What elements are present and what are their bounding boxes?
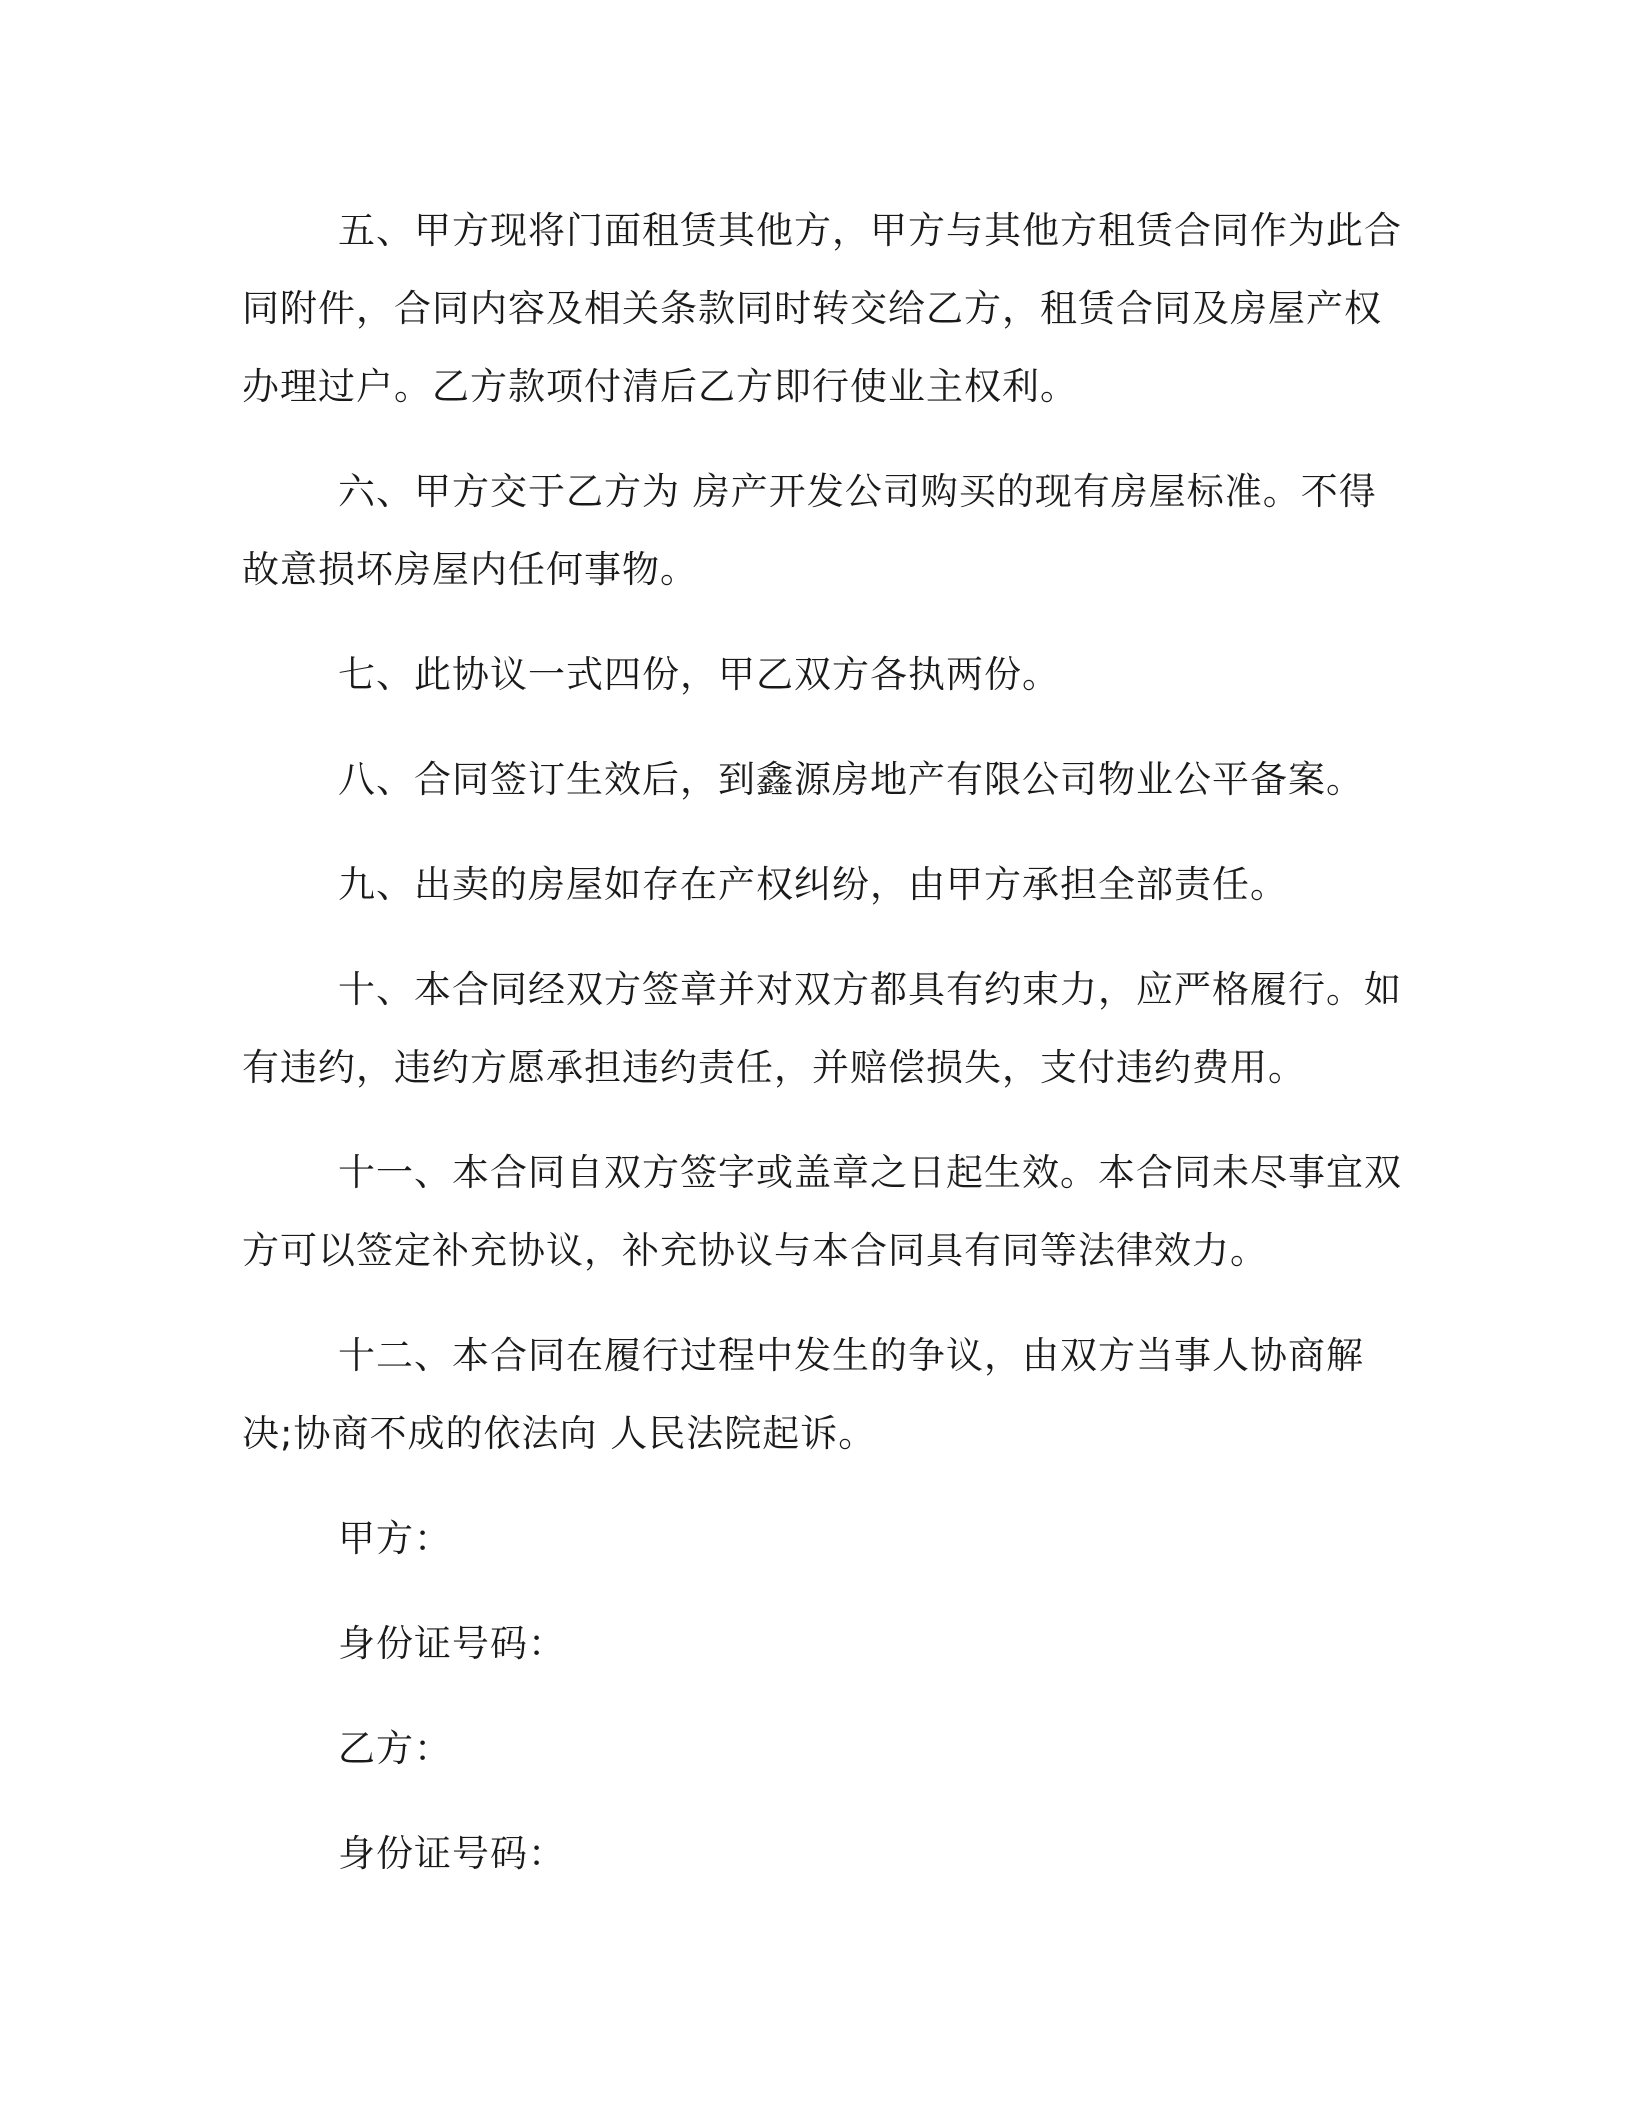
clause-10: 十、本合同经双方签章并对双方都具有约束力，应严格履行。如有违约，违约方愿承担违约责任，并赔偿损失，支付违约费用。 [242, 968, 1402, 1089]
clause-8: 八、合同签订生效后，到鑫源房地产有限公司物业公平备案。 [338, 758, 1364, 801]
clause-6: 六、甲方交于乙方为 房产开发公司购买的现有房屋标准。不得故意损坏房屋内任何事物。 [242, 470, 1377, 591]
clause-9: 九、出卖的房屋如存在产权纠纷，由甲方承担全部责任。 [338, 863, 1288, 906]
clause-11: 十一、本合同自双方签字或盖章之日起生效。本合同未尽事宜双方可以签定补充协议，补充协议与本合同具有同等法律效力。 [242, 1151, 1402, 1272]
clause-5: 五、甲方现将门面租赁其他方，甲方与其他方租赁合同作为此合同附件，合同内容及相关条款同时转交给乙方，租赁合同及房屋产权办理过户。乙方款项付清后乙方即行使业主权利。 [242, 209, 1402, 408]
contract-body [242, 192, 1402, 1920]
party-b-id-label: 身份证号码： [338, 1832, 566, 1875]
signature-block [242, 1500, 1402, 1893]
party-b-label: 乙方： [338, 1727, 452, 1770]
party-a-id-label: 身份证号码： [338, 1622, 566, 1665]
party-a-label: 甲方： [338, 1517, 452, 1560]
clause-12: 十二、本合同在履行过程中发生的争议，由双方当事人协商解决;协商不成的依法向 人民法院起诉。 [242, 1334, 1364, 1455]
clause-7: 七、此协议一式四份，甲乙双方各执两份。 [338, 653, 1060, 696]
